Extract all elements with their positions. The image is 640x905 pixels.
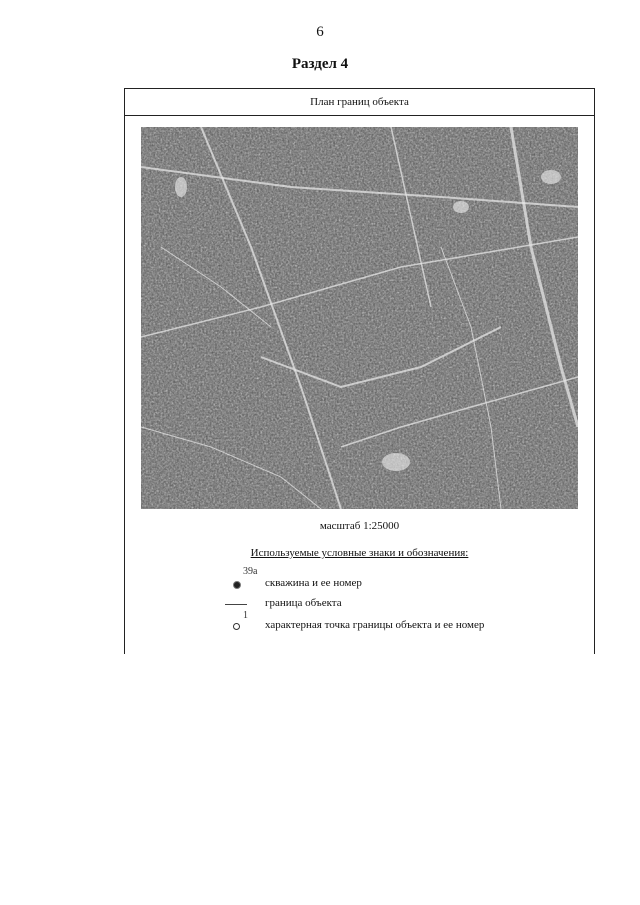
legend-item-boundary: граница объекта xyxy=(265,597,342,609)
boundary-line-icon xyxy=(225,604,247,605)
boundary-point-icon xyxy=(233,623,240,630)
legend-item-boundary-point: характерная точка границы объекта и ее номер xyxy=(265,619,485,631)
satellite-map-graphic xyxy=(141,127,578,509)
page-number: 6 xyxy=(316,24,324,40)
well-number-label: 39a xyxy=(243,566,258,577)
section-title: Раздел 4 xyxy=(291,56,349,72)
boundary-point-number-label: 1 xyxy=(243,610,248,621)
legend-item-well: скважина и ее номер xyxy=(265,577,362,589)
well-icon xyxy=(233,581,241,589)
legend-heading: Используемые условные знаки и обозначения: xyxy=(250,547,469,559)
scale-caption: масштаб 1:25000 xyxy=(319,520,400,532)
map-texture xyxy=(141,127,578,509)
plan-header: План границ объекта xyxy=(125,89,594,116)
plan-frame xyxy=(124,88,595,654)
satellite-map-image xyxy=(141,127,578,509)
